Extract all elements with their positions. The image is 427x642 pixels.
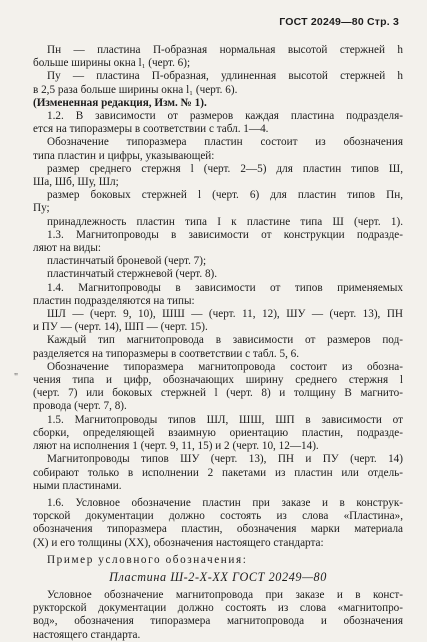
text-line: ется на типоразмеры в соответствии с табл. 1—4. (33, 123, 269, 136)
text-line: размер боковых стержней l (черт. 6) для пластин типов Пн, (47, 189, 403, 202)
text-line: ляют на виды: (33, 242, 101, 255)
text-line: вод», обозначения типоразмера магнитопровода и обозначения (33, 615, 403, 628)
text-line: разделяется на типоразмеры в соответствии с табл. 5, 6. (33, 347, 300, 360)
text-line: ными пластинами. (33, 479, 122, 492)
text-line: 1.3. Магнитопроводы в зависимости от конструкции подразде- (47, 228, 403, 241)
document-body (33, 44, 403, 567)
text-line: 1.4. Магнитопроводы в зависимости от типов применяемых (47, 281, 403, 294)
text-line: размер среднего стержня l (черт. 2—5) для пластин типов Ш, (47, 162, 403, 175)
text-line: ШЛ — (черт. 9, 10), ШШ — (черт. 11, 12), ШУ — (черт. 13), ПН (47, 308, 403, 321)
margin-mark: " (14, 372, 19, 383)
text-line: Магнитопроводы типов ШУ (черт. 13), ПН и ПУ (черт. 14) (47, 453, 403, 466)
text-line: и ПУ — (черт. 14), ШП — (черт. 15). (33, 321, 208, 334)
text-line: пластин подразделяются на типы: (33, 294, 195, 307)
text-line: настоящего стандарта. (33, 628, 141, 641)
text-line: (черт. 7) или боковых стержней l (черт. 8) и толщину B магнито- (33, 387, 403, 400)
text-line: 1.6. Условное обозначение пластин при заказе и в конструк- (47, 496, 403, 509)
page-header: ГОСТ 20249—80 Стр. 3 (279, 16, 399, 28)
text-line: (Измененная редакция, Изм. № 1). (33, 96, 207, 109)
text-line: пластинчатый стержневой (черт. 8). (47, 268, 218, 281)
example-designation: Пластина Ш-2-X-XX ГОСТ 20249—80 (109, 569, 327, 584)
text-line: Обозначение типоразмера магнитопровода состоит из обозна- (47, 360, 403, 373)
text-line: больше ширины окна l₁ (черт. 6); (33, 57, 191, 70)
text-line: сборки, определяющей взаимную ориентацию пластин, подразде- (33, 426, 403, 439)
text-line: ляют на исполнения 1 (черт. 9, 11, 15) и 2 (черт. 10, 12—14). (33, 440, 319, 453)
text-line: собирают только в исполнении 2 пакетами из пластин или отдель- (33, 466, 403, 479)
text-line: принадлежность пластин типа I к пластине типа Ш (черт. 1). (47, 215, 403, 228)
text-line: провода (черт. 7, 8). (33, 400, 127, 413)
text-line: торской документации должно состоять из слова «Пластина», (33, 510, 403, 523)
text-line: 1.5. Магнитопроводы типов ШЛ, ШШ, ШП в зависимости от (47, 413, 403, 426)
document-tail (33, 589, 403, 642)
text-line: Пу; (33, 202, 50, 215)
text-line: Пример условного обозначения: (47, 553, 248, 566)
text-line: Условное обозначение магнитопровода при заказе и в конст- (47, 588, 403, 601)
text-line: рукторской документации должно состоять из слова «магнитопро- (33, 602, 403, 615)
text-line: Пн — пластина П-образная нормальная высотой стержней h (47, 44, 403, 56)
text-line: Каждый тип магнитопровода в зависимости от размеров под- (47, 334, 403, 347)
text-line: (X) и его толщины (XX), обозначения настоящего стандарта: (33, 536, 324, 549)
text-line: обозначения типоразмера пластин, обозначения марки материала (33, 523, 403, 536)
text-line: пластинчатый броневой (черт. 7); (47, 255, 207, 268)
text-line: типа пластин и цифры, указывающей: (33, 149, 215, 162)
text-line: 1.2. В зависимости от размеров каждая пластина подразделя- (47, 110, 403, 123)
text-line: Ша, Шб, Шу, Шл; (33, 176, 119, 189)
text-line: чения типа и цифр, обозначающих ширину среднего стержня l (33, 374, 403, 387)
text-line: Обозначение типоразмера пластин состоит из обозначения (47, 136, 403, 149)
text-line: в 2,5 раза больше ширины окна l₁ (черт. 6). (33, 83, 238, 96)
text-line: Пу — пластина П-образная, удлиненная высотой стержней h (47, 70, 403, 83)
